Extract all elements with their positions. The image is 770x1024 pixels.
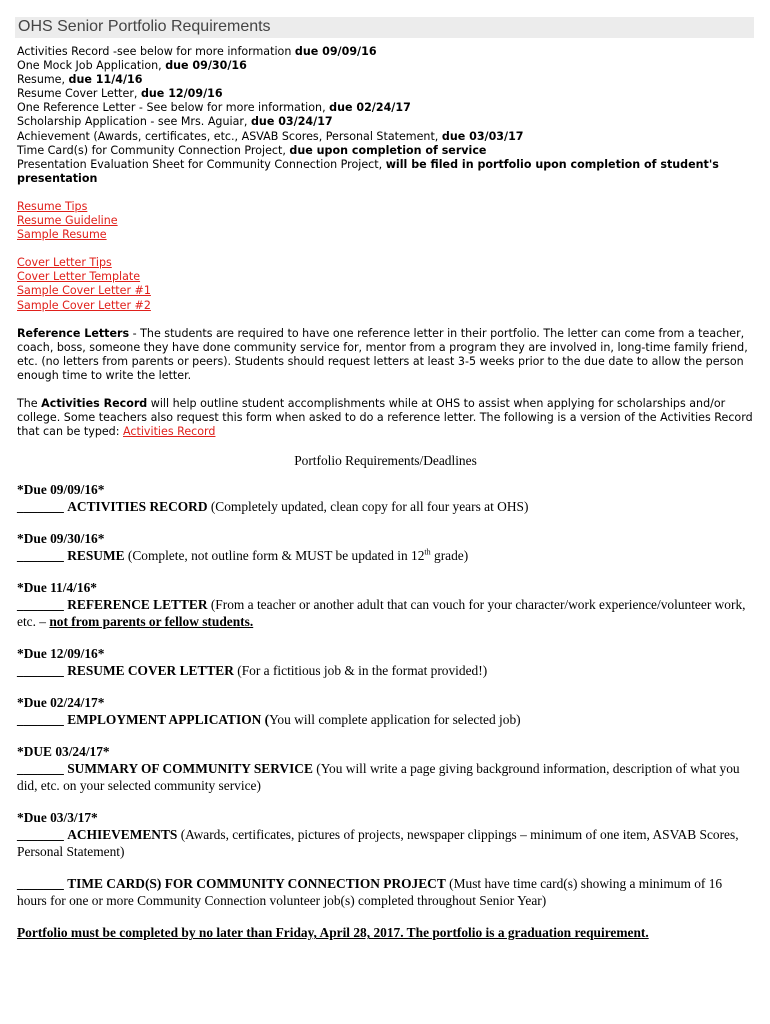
requirement-text: Achievement (Awards, certificates, etc., ASVAB Scores, Personal Statement, [17,129,442,143]
deadline-item [17,645,754,679]
checkbox-blank: _______ [17,663,64,679]
requirement-text: Time Card(s) for Community Connection Project, [17,143,290,157]
requirement-text: One Mock Job Application, [17,59,166,73]
checkbox-blank: _______ [17,499,64,515]
deadline-date: *Due 09/30/16* [17,531,105,547]
deadline-desc: (You will write a page giving background information, description of what you did, etc. on your selected community service) [17,761,740,794]
cover-letter-links [17,256,754,312]
document-page [17,17,754,941]
deadline-item [17,579,754,630]
requirement-due: due 12/09/16 [140,87,223,101]
requirement-due: due 09/09/16 [294,45,377,58]
requirement-text: Activities Record -see below for more information [17,45,295,58]
deadline-note: not from parents or fellow students. [49,614,254,630]
reference-text: - The students are required to have one reference letter in their portfolio. The letter can come from a teacher, coach, boss, someone they have done community service for, mentor from a program they are involved in, long-time family friend, etc. (no letters from parents or peers). Students should request letters at least 3-5 weeks prior to the due date to allow the person enough time to write the letter. [17,326,748,382]
requirement-item [17,158,754,186]
checkbox-blank: _______ [17,712,64,728]
deadline-desc: (Must have time card(s) showing a minimum of 16 hours for one or more Community Connection volunteer job(s) completed throughout Senior Year) [17,876,723,909]
final-note: Portfolio must be completed by no later than Friday, April 28, 2017. The portfolio is a graduation requirement. [17,925,649,941]
sample-cover-letter-2-link[interactable]: Sample Cover Letter #2 [17,298,151,312]
deadline-label: SUMMARY OF COMMUNITY SERVICE [67,761,313,777]
deadline-desc: You will complete application for selected job) [269,712,521,728]
deadlines-heading: Portfolio Requirements/Deadlines [294,453,477,469]
requirement-due: due 09/30/16 [165,59,247,73]
deadline-desc: (Complete, not outline form & MUST be updated in 12 [124,548,425,564]
deadline-desc: (Awards, certificates, pictures of projects, newspaper clippings – minimum of one item, ASVAB Scores, Personal Statement) [17,827,739,860]
deadline-label: EMPLOYMENT APPLICATION ( [67,712,270,728]
deadline-item [17,530,754,564]
deadline-date: *Due 02/24/17* [17,695,105,711]
requirements-list [17,45,754,439]
deadline-desc: (Completely updated, clean copy for all four years at OHS) [207,499,529,515]
checkbox-blank: _______ [17,827,64,843]
requirement-item [17,73,754,87]
deadline-label: RESUME [67,548,125,564]
deadline-date: *Due 12/09/16* [17,646,105,662]
cover-letter-template-link[interactable]: Cover Letter Template [17,270,141,284]
deadline-label: REFERENCE LETTER [67,597,208,613]
requirement-item [17,87,754,101]
checkbox-blank: _______ [17,597,64,613]
checkbox-blank: _______ [17,876,64,892]
requirement-due: will be filed in portfolio upon completion of student's presentation [17,157,719,185]
activities-record-paragraph [17,397,754,439]
deadline-label: TIME CARD(S) FOR COMMUNITY CONNECTION PROJECT [67,876,446,892]
deadline-desc: (From a teacher or another adult that can vouch for your character/work experience/volunteer work, etc. – [17,597,746,630]
checkbox-blank: _______ [17,761,64,777]
resume-guideline-link[interactable]: Resume Guideline [17,214,118,228]
reference-letters-paragraph [17,327,754,383]
requirement-item [17,59,754,73]
checkbox-blank: _______ [17,548,64,564]
sample-resume-link[interactable]: Sample Resume [17,228,107,242]
deadline-item [17,875,754,909]
page-title: OHS Senior Portfolio Requirements [15,17,754,38]
requirement-text: Resume, [17,73,69,87]
deadline-desc: (For a fictitious job & in the format provided!) [233,663,488,679]
deadline-item [17,743,754,794]
deadline-date: *DUE 03/24/17* [17,744,110,760]
resume-tips-link[interactable]: Resume Tips [17,199,88,213]
deadline-item [17,809,754,860]
requirement-item [17,101,754,115]
requirement-item [17,115,754,129]
requirement-item [17,130,754,144]
requirement-text: Presentation Evaluation Sheet for Community Connection Project, [17,157,386,171]
activities-label: Activities Record [41,396,148,410]
requirement-text: One Reference Letter - See below for more information, [17,101,330,115]
deadline-date: *Due 09/09/16* [17,482,105,498]
deadline-label: RESUME COVER LETTER [67,663,234,679]
requirement-due: due 11/4/16 [68,73,143,87]
cover-letter-tips-link[interactable]: Cover Letter Tips [17,256,112,270]
requirement-item [17,144,754,158]
deadline-date: *Due 11/4/16* [17,580,97,596]
requirement-due: due upon completion of service [289,143,487,157]
requirement-due: due 03/03/17 [441,129,524,143]
deadline-item [17,694,754,728]
requirement-item [17,45,754,59]
deadlines-section [17,452,754,941]
requirement-due: due 02/24/17 [329,101,411,115]
deadline-item [17,481,754,515]
deadline-desc-end: grade) [430,548,469,564]
requirement-text: Scholarship Application - see Mrs. Aguiar, [17,115,251,129]
activities-text: will help outline student accomplishments while at OHS to assist when applying for scholarships and/or college. Some teachers also request this form when asked to do a reference letter. The following is a version of the Activities Record that can be typed: [17,396,753,439]
reference-label: Reference Letters [17,326,130,340]
resume-links [17,200,754,242]
activities-record-link[interactable]: Activities Record [123,425,216,439]
deadline-date: *Due 03/3/17* [17,810,98,826]
activities-pre: The [17,396,42,410]
deadline-label: ACTIVITIES RECORD [67,499,208,515]
sample-cover-letter-1-link[interactable]: Sample Cover Letter #1 [17,284,151,298]
deadline-label: ACHIEVEMENTS [67,827,178,843]
superscript: th [424,547,431,557]
requirement-text: Resume Cover Letter, [17,87,141,101]
requirement-due: due 03/24/17 [250,115,333,129]
